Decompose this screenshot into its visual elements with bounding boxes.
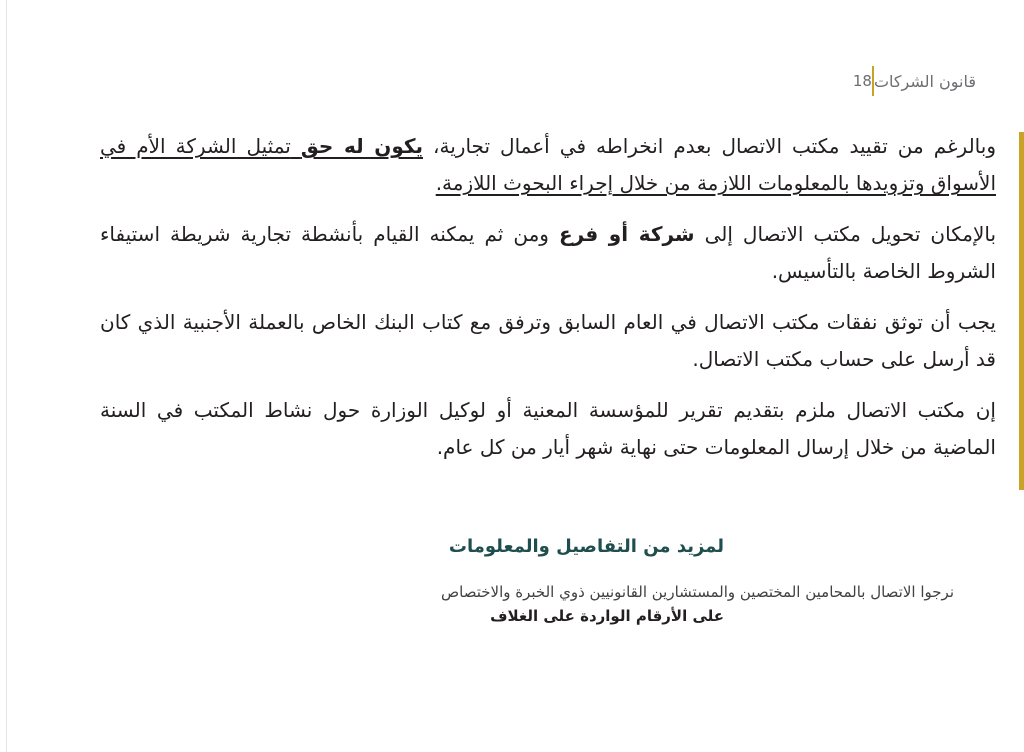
page-number: 18 — [852, 72, 872, 90]
page-header — [841, 66, 988, 96]
paragraph-4: إن مكتب الاتصال ملزم بتقديم تقرير للمؤسسة المعنية أو لوكيل الوزارة حول نشاط المكتب في السنة الماضية من خلال إرسال المعلومات حتى نهاية شهر أيار من كل عام. — [100, 398, 996, 459]
contact-numbers-note: على الأرقام الواردة على الغلاف — [490, 607, 724, 625]
contact-text: نرجوا الاتصال بالمحامين المختصين والمستشارين القانونيين ذوي الخبرة والاختصاص — [441, 583, 954, 601]
accent-bar — [1019, 132, 1024, 490]
paragraph-2-after: ومن ثم يمكنه القيام بأنشطة تجارية شريطة استيفاء الشروط الخاصة بالتأسيس. — [100, 222, 996, 283]
paragraph-1-underlined-text: تمثيل الشركة الأم في الأسواق وتزويدها بالمعلومات اللازمة من خلال إجراء البحوث اللازمة. — [100, 134, 996, 195]
paragraph-1 — [100, 128, 996, 202]
page-edge-line — [6, 0, 7, 752]
paragraph-1-bold: يكون له حق — [300, 134, 423, 158]
main-content — [100, 128, 996, 480]
header-divider — [872, 66, 874, 96]
paragraph-2-bold: شركة أو فرع — [558, 222, 695, 246]
paragraph-2-before: بالإمكان تحويل مكتب الاتصال إلى — [704, 222, 997, 246]
paragraph-1-text: وبالرغم من تقييد مكتب الاتصال بعدم انخراطه في أعمال تجارية، — [433, 134, 997, 158]
more-info-section — [84, 532, 954, 628]
paragraph-2 — [100, 216, 996, 290]
paragraph-3: يجب أن توثق نفقات مكتب الاتصال في العام السابق وترفق مع كتاب البنك الخاص بالعملة الأجنبية الذي كان قد أرسل على حساب مكتب الاتصال. — [100, 310, 996, 371]
more-info-heading: لمزيد من التفاصيل والمعلومات — [448, 536, 724, 557]
book-title: قانون الشركات — [873, 71, 976, 91]
